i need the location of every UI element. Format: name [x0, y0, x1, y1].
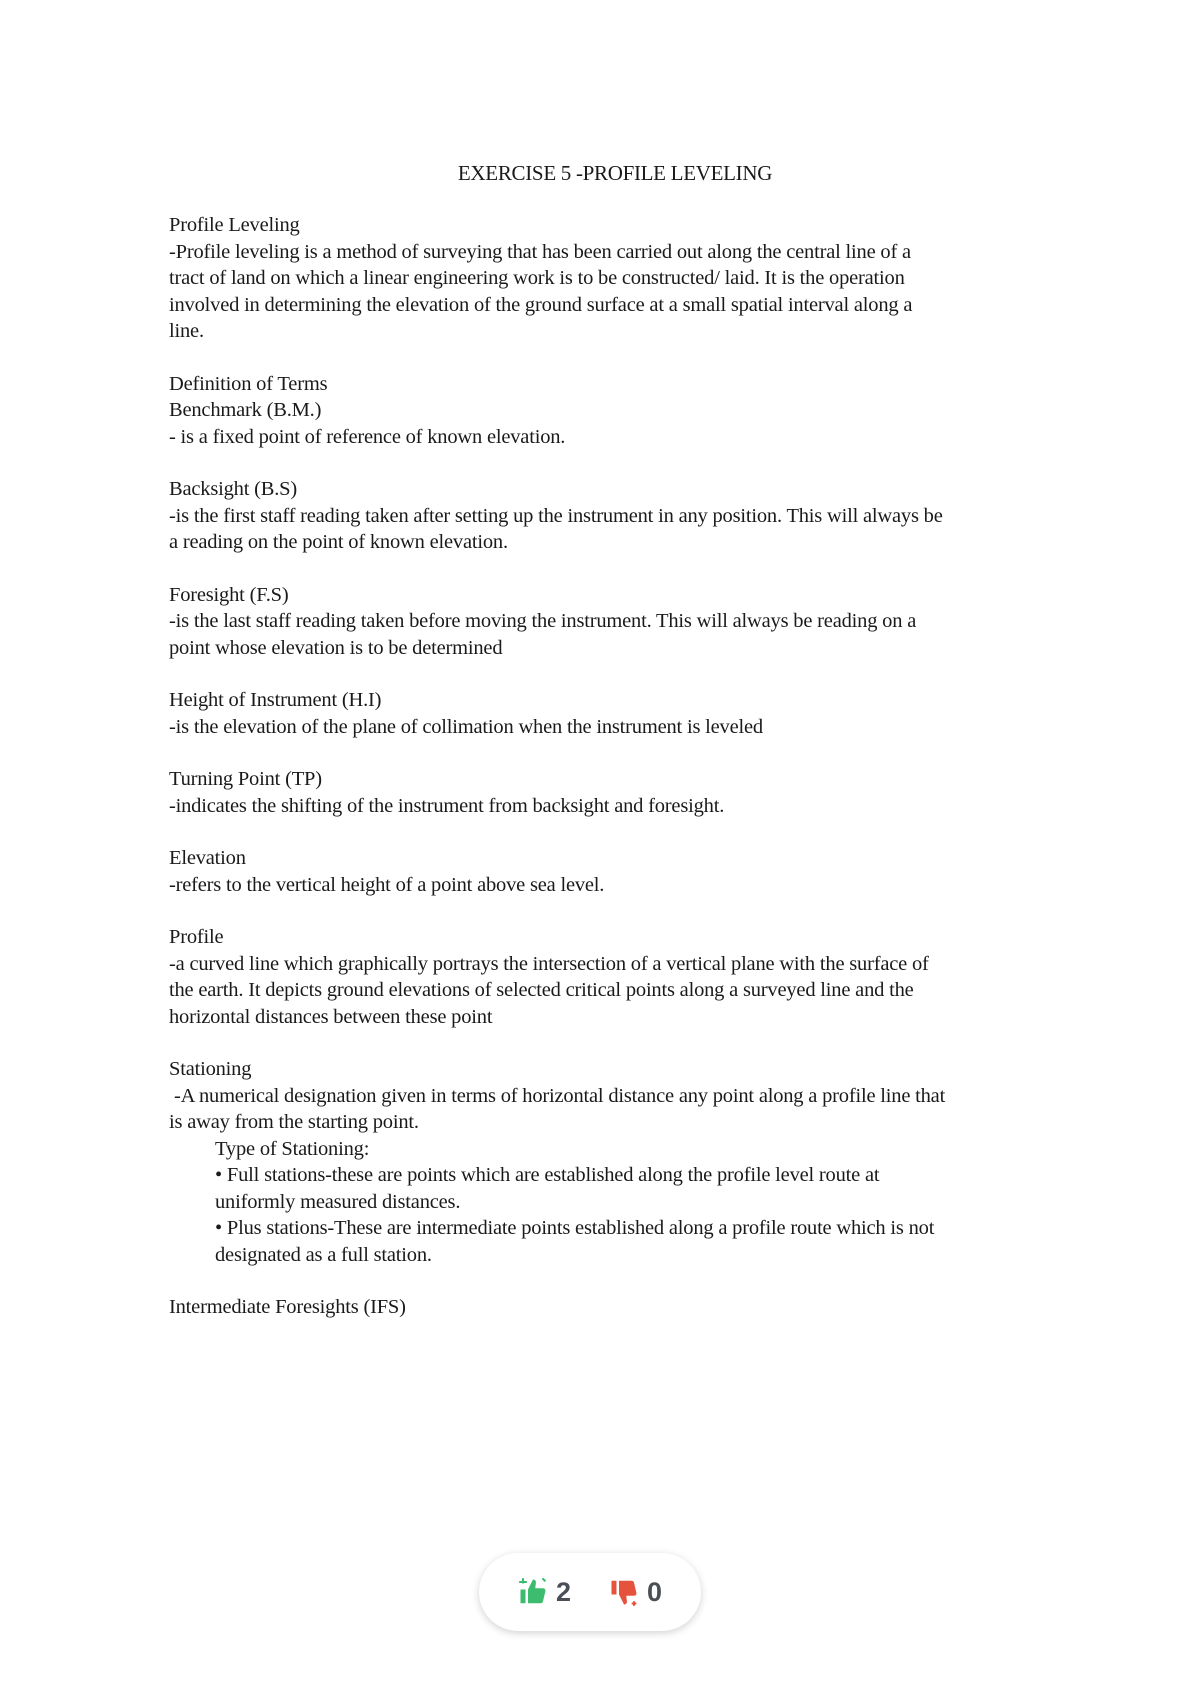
- term-benchmark: [169, 371, 1069, 451]
- term-title: Turning Point (TP): [169, 768, 322, 790]
- thumbs-down-icon: [609, 1577, 639, 1607]
- bullet-plus-stations-cont: designated as a full station.: [215, 1243, 432, 1266]
- document-title: EXERCISE 5 -PROFILE LEVELING: [457, 161, 773, 185]
- term-title: Benchmark (B.M.): [169, 399, 322, 421]
- term-title: Foresight (F.S): [169, 583, 289, 606]
- term-title: Height of Instrument (H.I): [169, 689, 382, 711]
- term-definition: -indicates the shifting of the instrument from backsight and foresight.: [169, 794, 725, 817]
- term-definition: -refers to the vertical height of a point above sea level.: [169, 873, 605, 896]
- bullet-plus-stations: • Plus stations-These are intermediate points established along a profile route which is not: [215, 1217, 935, 1239]
- term-elevation: [169, 845, 1069, 898]
- term-definition: is away from the starting point.: [169, 1111, 419, 1133]
- term-intermediate-foresights: [169, 1294, 1069, 1321]
- stationing-type-heading: Type of Stationing:: [215, 1137, 370, 1160]
- term-backsight: [169, 476, 1069, 556]
- term-turning-point: [169, 766, 1069, 819]
- term-title: Profile: [169, 926, 224, 948]
- intro-heading: Profile Leveling: [169, 214, 300, 236]
- intro-line: line.: [169, 320, 204, 342]
- definitions-heading: Definition of Terms: [169, 372, 328, 395]
- term-title: Intermediate Foresights (IFS): [169, 1296, 406, 1318]
- term-stationing: [169, 1056, 1069, 1268]
- term-foresight: [169, 582, 1069, 662]
- intro-section: [169, 212, 1069, 345]
- term-title: Stationing: [169, 1058, 252, 1080]
- intro-line: involved in determining the elevation of the ground surface at a small spatial interval along a: [169, 293, 913, 316]
- term-definition: -a curved line which graphically portrays the intersection of a vertical plane with the surface of: [169, 952, 929, 975]
- term-definition: -is the last staff reading taken before moving the instrument. This will always be reading on a: [169, 610, 917, 632]
- intro-line: tract of land on which a linear engineering work is to be constructed/ laid. It is the operation: [169, 267, 905, 289]
- term-title: Elevation: [169, 847, 246, 869]
- upvote-count: 2: [555, 1576, 571, 1607]
- term-definition: -is the first staff reading taken after setting up the instrument in any position. This will always be: [169, 504, 943, 527]
- vote-bar: [479, 1553, 701, 1631]
- term-definition: the earth. It depicts ground elevations of selected critical points along a surveyed line and the: [169, 979, 914, 1001]
- downvote-count: 0: [647, 1576, 663, 1607]
- term-profile: [169, 924, 1069, 1030]
- document-body: [169, 212, 1069, 1347]
- downvote-button[interactable]: [609, 1577, 662, 1608]
- intro-line: -Profile leveling is a method of surveying that has been carried out along the central line of a: [169, 240, 911, 263]
- term-definition: a reading on the point of known elevation.: [169, 531, 508, 553]
- term-definition: - is a fixed point of reference of known elevation.: [169, 425, 566, 448]
- term-definition: -A numerical designation given in terms of horizontal distance any point along a profile line that: [169, 1084, 946, 1107]
- term-definition: point whose elevation is to be determined: [169, 636, 503, 659]
- term-height-of-instrument: [169, 687, 1069, 740]
- bullet-full-stations: • Full stations-these are points which are established along the profile level route at: [215, 1164, 880, 1186]
- bullet-full-stations-cont: uniformly measured distances.: [215, 1190, 461, 1213]
- term-title: Backsight (B.S): [169, 478, 297, 500]
- term-definition: horizontal distances between these point: [169, 1005, 493, 1028]
- upvote-button[interactable]: [518, 1577, 571, 1608]
- thumbs-up-icon: [518, 1577, 548, 1607]
- term-definition: -is the elevation of the plane of collimation when the instrument is leveled: [169, 715, 763, 738]
